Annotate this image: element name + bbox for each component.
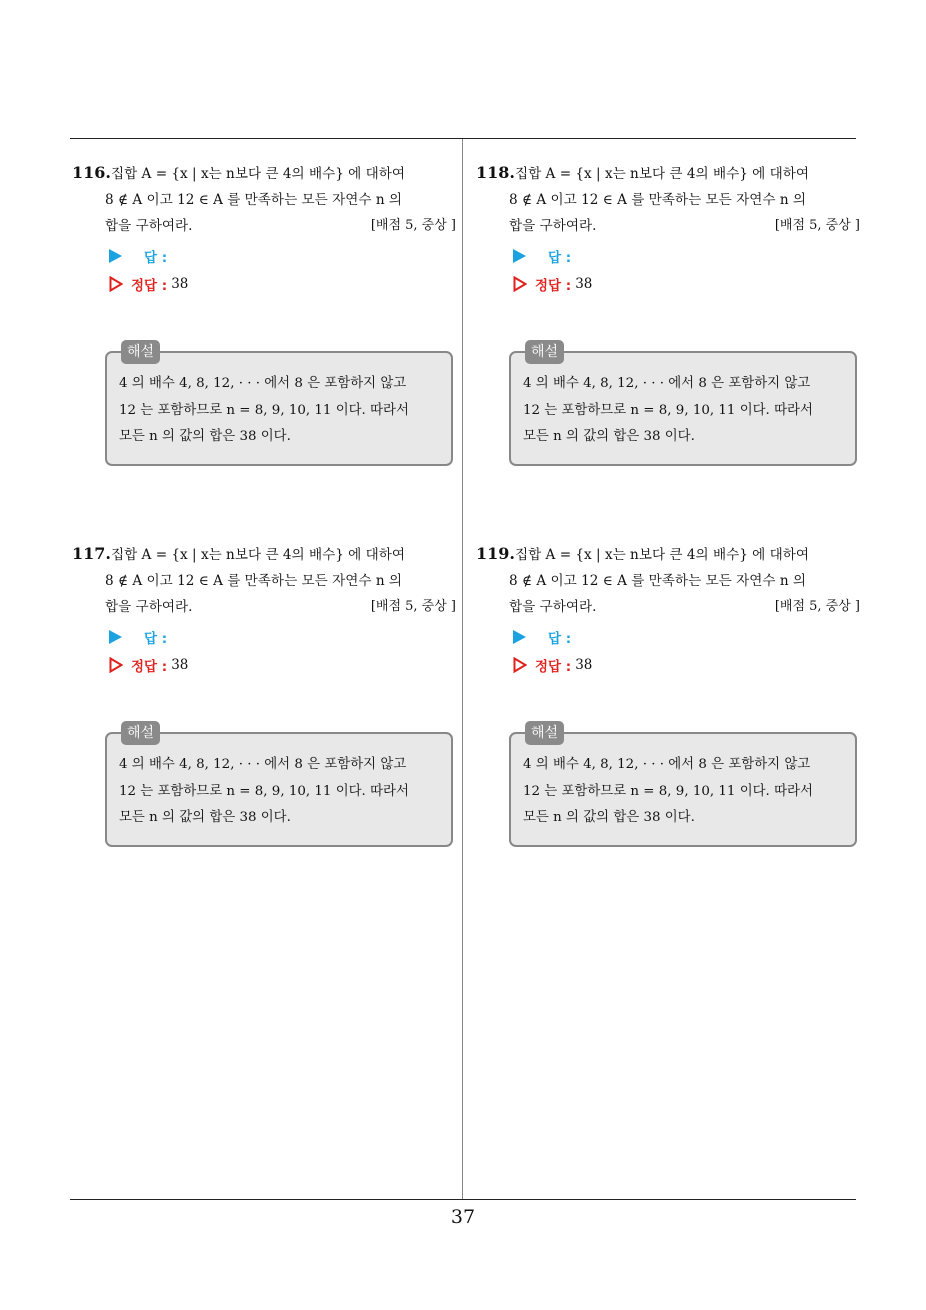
answer-row	[476, 243, 860, 269]
answer-label: 답 :	[144, 250, 168, 266]
correct-answer-label: 정답 :	[535, 278, 572, 294]
problem-number: 116.	[72, 163, 111, 182]
score-difficulty: [배점 5, 중상 ]	[370, 599, 456, 614]
solution-line-3: 모든 n 의 값의 합은 38 이다.	[119, 810, 291, 825]
answer-row	[476, 624, 860, 650]
question-line-2: 8 ∉ A 이고 12 ∈ A 를 만족하는 모든 자연수 n 의	[509, 192, 807, 208]
play-triangle-icon	[513, 630, 526, 644]
problem-number: 118.	[476, 163, 515, 182]
top-rule	[70, 138, 856, 139]
correct-answer-value: 38	[171, 276, 189, 292]
question-line-2: 8 ∉ A 이고 12 ∈ A 를 만족하는 모든 자연수 n 의	[105, 192, 403, 208]
score-difficulty: [배점 5, 중상 ]	[370, 218, 456, 233]
outline-triangle-icon	[109, 657, 123, 673]
solution-tag: 해설	[121, 721, 160, 745]
answer-label: 답 :	[548, 631, 572, 647]
problem-117	[72, 541, 456, 847]
correct-answer-label: 정답 :	[131, 278, 168, 294]
correct-answer-label: 정답 :	[131, 659, 168, 675]
correct-answer-row	[72, 650, 456, 680]
solution-line-3: 모든 n 의 값의 합은 38 이다.	[523, 810, 695, 825]
outline-triangle-icon	[109, 276, 123, 292]
solution-line-3: 모든 n 의 값의 합은 38 이다.	[523, 429, 695, 444]
play-triangle-icon	[109, 630, 122, 644]
play-triangle-icon	[513, 249, 526, 263]
answer-row	[72, 624, 456, 650]
answer-label: 답 :	[548, 250, 572, 266]
problem-118	[476, 160, 860, 466]
solution-line-1: 4 의 배수 4, 8, 12, · · · 에서 8 은 포함하지 않고	[119, 757, 407, 772]
outline-triangle-icon	[513, 276, 527, 292]
solution-line-1: 4 의 배수 4, 8, 12, · · · 에서 8 은 포함하지 않고	[523, 757, 811, 772]
question-line-3: 합을 구하여라. [배점 5, 중상 ]	[476, 594, 860, 620]
solution-box	[509, 725, 857, 847]
solution-line-2: 12 는 포함하므로 n = 8, 9, 10, 11 이다. 따라서	[119, 402, 409, 418]
solution-line-2: 12 는 포함하므로 n = 8, 9, 10, 11 이다. 따라서	[523, 402, 813, 418]
correct-answer-label: 정답 :	[535, 659, 572, 675]
solution-line-2: 12 는 포함하므로 n = 8, 9, 10, 11 이다. 따라서	[119, 783, 409, 799]
question-line-1: 119.집합 A = {x | x는 n보다 큰 4의 배수} 에 대하여	[476, 544, 810, 563]
correct-answer-value: 38	[575, 657, 593, 673]
question-line-1: 116.집합 A = {x | x는 n보다 큰 4의 배수} 에 대하여	[72, 163, 406, 182]
correct-answer-row	[476, 650, 860, 680]
question-line-2: 8 ∉ A 이고 12 ∈ A 를 만족하는 모든 자연수 n 의	[509, 573, 807, 589]
question-line-3: 합을 구하여라. [배점 5, 중상 ]	[72, 213, 456, 239]
problem-number: 119.	[476, 544, 515, 563]
solution-tag: 해설	[525, 340, 564, 364]
outline-triangle-icon	[513, 657, 527, 673]
solution-tag: 해설	[121, 340, 160, 364]
solution-box	[105, 344, 453, 466]
solution-tag: 해설	[525, 721, 564, 745]
question-line-1: 117.집합 A = {x | x는 n보다 큰 4의 배수} 에 대하여	[72, 544, 406, 563]
correct-answer-row	[476, 269, 860, 299]
page-number: 37	[450, 1206, 476, 1228]
question-line-2: 8 ∉ A 이고 12 ∈ A 를 만족하는 모든 자연수 n 의	[105, 573, 403, 589]
score-difficulty: [배점 5, 중상 ]	[774, 599, 860, 614]
answer-label: 답 :	[144, 631, 168, 647]
solution-line-3: 모든 n 의 값의 합은 38 이다.	[119, 429, 291, 444]
question-line-3: 합을 구하여라. [배점 5, 중상 ]	[476, 213, 860, 239]
solution-line-2: 12 는 포함하므로 n = 8, 9, 10, 11 이다. 따라서	[523, 783, 813, 799]
solution-line-1: 4 의 배수 4, 8, 12, · · · 에서 8 은 포함하지 않고	[523, 376, 811, 391]
solution-box	[105, 725, 453, 847]
column-divider	[462, 139, 463, 1199]
solution-box	[509, 344, 857, 466]
problem-number: 117.	[72, 544, 111, 563]
solution-line-1: 4 의 배수 4, 8, 12, · · · 에서 8 은 포함하지 않고	[119, 376, 407, 391]
question-line-1: 118.집합 A = {x | x는 n보다 큰 4의 배수} 에 대하여	[476, 163, 810, 182]
answer-row	[72, 243, 456, 269]
problem-116	[72, 160, 456, 466]
correct-answer-row	[72, 269, 456, 299]
play-triangle-icon	[109, 249, 122, 263]
correct-answer-value: 38	[575, 276, 593, 292]
correct-answer-value: 38	[171, 657, 189, 673]
problem-119	[476, 541, 860, 847]
question-line-3: 합을 구하여라. [배점 5, 중상 ]	[72, 594, 456, 620]
score-difficulty: [배점 5, 중상 ]	[774, 218, 860, 233]
bottom-rule	[70, 1199, 856, 1200]
